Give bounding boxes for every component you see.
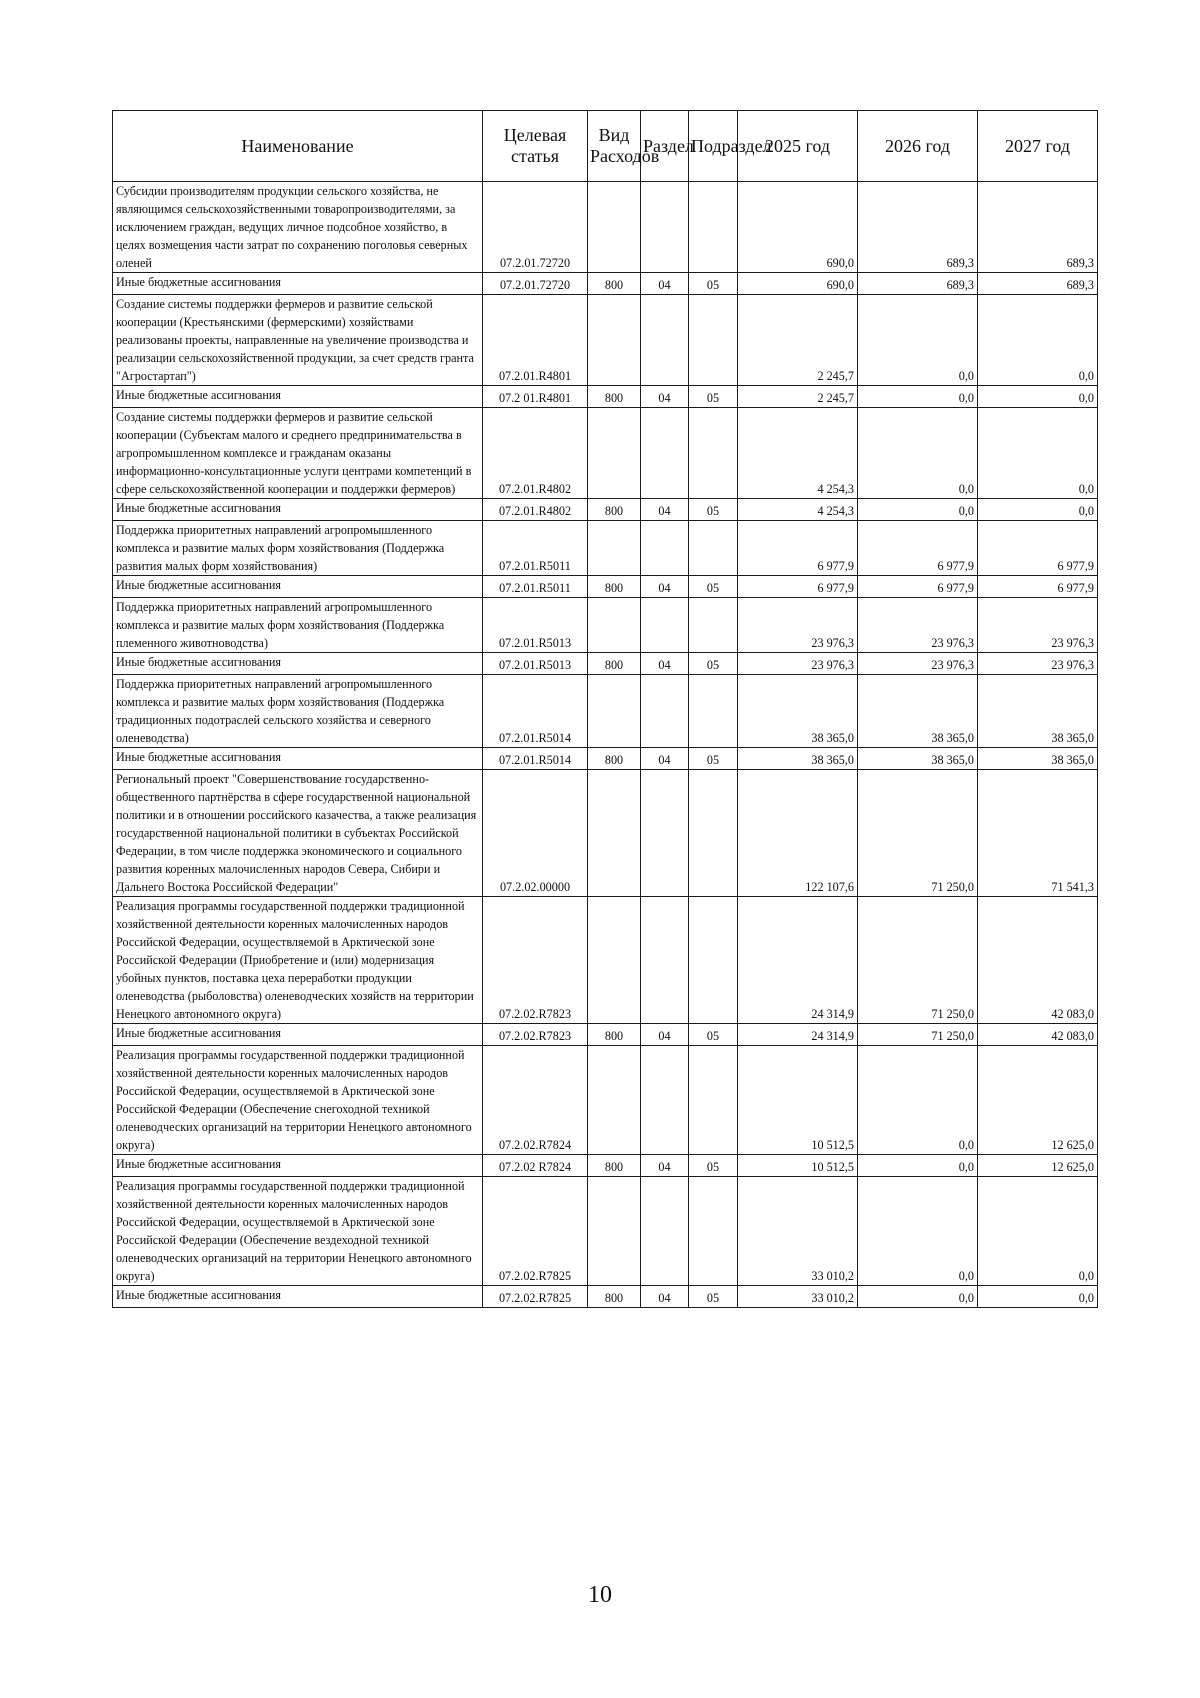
expense-type-cell: [588, 408, 641, 499]
section-cell: [641, 770, 689, 897]
section-cell: [641, 1177, 689, 1286]
amount-2026-cell: 71 250,0: [858, 1024, 978, 1046]
amount-2025-cell: 38 365,0: [738, 748, 858, 770]
expense-type-cell: 800: [588, 1024, 641, 1046]
row-name: Иные бюджетные ассигнования: [113, 1024, 483, 1046]
table-row: [113, 897, 1098, 1024]
section-cell: 04: [641, 576, 689, 598]
expense-type-cell: [588, 182, 641, 273]
amount-2027-cell: 38 365,0: [978, 675, 1098, 748]
section-cell: 04: [641, 386, 689, 408]
header-year-2025: 2025 год: [738, 111, 858, 182]
row-name: Иные бюджетные ассигнования: [113, 499, 483, 521]
amount-2027-cell: 12 625,0: [978, 1046, 1098, 1155]
amount-2026-cell: 23 976,3: [858, 653, 978, 675]
target-article-cell: 07.2.02.R7823: [483, 897, 588, 1024]
amount-2027-cell: 689,3: [978, 273, 1098, 295]
table-row: [113, 521, 1098, 576]
amount-2026-cell: 689,3: [858, 273, 978, 295]
amount-2026-cell: 0,0: [858, 408, 978, 499]
table-body: [113, 182, 1098, 1308]
table-row: [113, 653, 1098, 675]
subsection-cell: [689, 295, 738, 386]
target-article-cell: 07.2.01.R5011: [483, 576, 588, 598]
header-section: Раздел: [641, 111, 689, 182]
amount-2025-cell: 2 245,7: [738, 295, 858, 386]
amount-2027-cell: 0,0: [978, 295, 1098, 386]
amount-2026-cell: 71 250,0: [858, 897, 978, 1024]
amount-2025-cell: 24 314,9: [738, 897, 858, 1024]
target-article-cell: 07.2.01.R5011: [483, 521, 588, 576]
amount-2026-cell: 23 976,3: [858, 598, 978, 653]
subsection-cell: [689, 598, 738, 653]
subsection-cell: [689, 521, 738, 576]
section-cell: 04: [641, 1286, 689, 1308]
subsection-cell: 05: [689, 386, 738, 408]
amount-2025-cell: 10 512,5: [738, 1155, 858, 1177]
amount-2025-cell: 6 977,9: [738, 576, 858, 598]
amount-2026-cell: 38 365,0: [858, 675, 978, 748]
table-row: [113, 675, 1098, 748]
amount-2025-cell: 23 976,3: [738, 653, 858, 675]
expense-type-cell: [588, 1046, 641, 1155]
section-cell: [641, 521, 689, 576]
amount-2027-cell: 6 977,9: [978, 521, 1098, 576]
expense-type-cell: 800: [588, 386, 641, 408]
target-article-cell: 07.2.01.72720: [483, 273, 588, 295]
section-cell: [641, 1046, 689, 1155]
amount-2027-cell: 0,0: [978, 408, 1098, 499]
subsection-cell: [689, 1046, 738, 1155]
amount-2025-cell: 23 976,3: [738, 598, 858, 653]
row-name: Иные бюджетные ассигнования: [113, 1286, 483, 1308]
header-name: Наименование: [113, 111, 483, 182]
target-article-cell: 07.2.02 R7824: [483, 1155, 588, 1177]
table-row: [113, 273, 1098, 295]
amount-2025-cell: 33 010,2: [738, 1286, 858, 1308]
target-article-cell: 07.2.01.R4802: [483, 499, 588, 521]
amount-2026-cell: 0,0: [858, 1177, 978, 1286]
amount-2025-cell: 10 512,5: [738, 1046, 858, 1155]
amount-2027-cell: 689,3: [978, 182, 1098, 273]
target-article-cell: 07.2.01.R4802: [483, 408, 588, 499]
target-article-cell: 07.2.02.R7823: [483, 1024, 588, 1046]
section-cell: 04: [641, 1155, 689, 1177]
row-name: Иные бюджетные ассигнования: [113, 653, 483, 675]
row-name: Создание системы поддержки фермеров и развитие сельской кооперации (Крестьянскими (фермерскими) хозяйствами реализованы проекты, направленные на увеличение производства и реализации сельскохозяйственной продукции, за счет средств гранта "Агростартап"): [113, 295, 483, 386]
expense-type-cell: 800: [588, 273, 641, 295]
target-article-cell: 07.2.02.R7825: [483, 1286, 588, 1308]
row-name: Поддержка приоритетных направлений агропромышленного комплекса и развитие малых форм хозяйствования (Поддержка традиционных подотраслей сельского хозяйства и северного оленеводства): [113, 675, 483, 748]
amount-2025-cell: 6 977,9: [738, 521, 858, 576]
amount-2026-cell: 0,0: [858, 386, 978, 408]
table-row: [113, 576, 1098, 598]
section-cell: 04: [641, 499, 689, 521]
expense-type-cell: [588, 295, 641, 386]
expense-type-cell: [588, 770, 641, 897]
row-name: Региональный проект "Совершенствование государственно-общественного партнёрства в сфере государственной национальной политики и в отношении российского казачества, а также реализация государственной национальной политики в субъектах Российской Федерации, в том числе поддержка экономического и социального развития коренных малочисленных народов Севера, Сибири и Дальнего Востока Российской Федерации": [113, 770, 483, 897]
section-cell: [641, 182, 689, 273]
subsection-cell: 05: [689, 1286, 738, 1308]
subsection-cell: [689, 408, 738, 499]
amount-2025-cell: 122 107,6: [738, 770, 858, 897]
amount-2025-cell: 2 245,7: [738, 386, 858, 408]
target-article-cell: 07.2.01.R5014: [483, 748, 588, 770]
expense-type-cell: 800: [588, 1155, 641, 1177]
table-row: [113, 1046, 1098, 1155]
amount-2025-cell: 4 254,3: [738, 408, 858, 499]
amount-2027-cell: 71 541,3: [978, 770, 1098, 897]
amount-2025-cell: 38 365,0: [738, 675, 858, 748]
header-year-2027: 2027 год: [978, 111, 1098, 182]
section-cell: [641, 295, 689, 386]
amount-2026-cell: 0,0: [858, 1286, 978, 1308]
section-cell: [641, 897, 689, 1024]
target-article-cell: 07.2.01.R5013: [483, 598, 588, 653]
table-row: [113, 748, 1098, 770]
amount-2026-cell: 0,0: [858, 1155, 978, 1177]
amount-2027-cell: 23 976,3: [978, 598, 1098, 653]
expense-type-cell: 800: [588, 499, 641, 521]
target-article-cell: 07.2.01.R5013: [483, 653, 588, 675]
amount-2027-cell: 0,0: [978, 499, 1098, 521]
amount-2027-cell: 0,0: [978, 1286, 1098, 1308]
amount-2025-cell: 4 254,3: [738, 499, 858, 521]
subsection-cell: 05: [689, 499, 738, 521]
expense-type-cell: [588, 1177, 641, 1286]
target-article-cell: 07.2 01.R4801: [483, 386, 588, 408]
header-subsection: Подраздел: [689, 111, 738, 182]
target-article-cell: 07.2.02.R7824: [483, 1046, 588, 1155]
row-name: Реализация программы государственной поддержки традиционной хозяйственной деятельности коренных малочисленных народов Российской Федерации, осуществляемой в Арктической зоне Российской Федерации (Обеспечение вездеходной техникой оленеводческих организаций на территории Ненецкого автономного округа): [113, 1177, 483, 1286]
table-row: [113, 499, 1098, 521]
expense-type-cell: 800: [588, 653, 641, 675]
amount-2026-cell: 0,0: [858, 499, 978, 521]
amount-2025-cell: 33 010,2: [738, 1177, 858, 1286]
table-row: [113, 1177, 1098, 1286]
expense-type-cell: [588, 897, 641, 1024]
amount-2027-cell: 38 365,0: [978, 748, 1098, 770]
row-name: Субсидии производителям продукции сельского хозяйства, не являющимся сельскохозяйственными товаропроизводителями, за исключением граждан, ведущих личное подсобное хозяйство, в целях возмещения части затрат по сохранению поголовья северных оленей: [113, 182, 483, 273]
header-expense-type: Вид Расходов: [588, 111, 641, 182]
target-article-cell: 07.2.02.00000: [483, 770, 588, 897]
table-row: [113, 598, 1098, 653]
subsection-cell: [689, 675, 738, 748]
amount-2026-cell: 0,0: [858, 295, 978, 386]
section-cell: 04: [641, 273, 689, 295]
table-row: [113, 408, 1098, 499]
table-row: [113, 1286, 1098, 1308]
header-year-2026: 2026 год: [858, 111, 978, 182]
row-name: Реализация программы государственной поддержки традиционной хозяйственной деятельности коренных малочисленных народов Российской Федерации, осуществляемой в Арктической зоне Российской Федерации (Обеспечение снегоходной техникой оленеводческих организаций на территории Ненецкого автономного округа): [113, 1046, 483, 1155]
section-cell: 04: [641, 653, 689, 675]
section-cell: 04: [641, 748, 689, 770]
header-target-article: Целевая статья: [483, 111, 588, 182]
amount-2027-cell: 0,0: [978, 1177, 1098, 1286]
row-name: Поддержка приоритетных направлений агропромышленного комплекса и развитие малых форм хозяйствования (Поддержка племенного животноводства): [113, 598, 483, 653]
subsection-cell: 05: [689, 273, 738, 295]
budget-table: [112, 110, 1098, 1308]
expense-type-cell: 800: [588, 1286, 641, 1308]
section-cell: [641, 408, 689, 499]
table-row: [113, 770, 1098, 897]
amount-2026-cell: 0,0: [858, 1046, 978, 1155]
section-cell: 04: [641, 1024, 689, 1046]
amount-2026-cell: 38 365,0: [858, 748, 978, 770]
amount-2026-cell: 6 977,9: [858, 576, 978, 598]
amount-2026-cell: 6 977,9: [858, 521, 978, 576]
expense-type-cell: [588, 675, 641, 748]
amount-2025-cell: 690,0: [738, 182, 858, 273]
amount-2027-cell: 12 625,0: [978, 1155, 1098, 1177]
subsection-cell: [689, 897, 738, 1024]
subsection-cell: [689, 770, 738, 897]
row-name: Поддержка приоритетных направлений агропромышленного комплекса и развитие малых форм хозяйствования (Поддержка развития малых форм хозяйствования): [113, 521, 483, 576]
row-name: Иные бюджетные ассигнования: [113, 576, 483, 598]
table-row: [113, 386, 1098, 408]
expense-type-cell: 800: [588, 576, 641, 598]
section-cell: [641, 598, 689, 653]
amount-2025-cell: 24 314,9: [738, 1024, 858, 1046]
page-number: 10: [588, 1582, 612, 1608]
target-article-cell: 07.2.01.72720: [483, 182, 588, 273]
row-name: Иные бюджетные ассигнования: [113, 748, 483, 770]
amount-2025-cell: 690,0: [738, 273, 858, 295]
subsection-cell: [689, 1177, 738, 1286]
amount-2027-cell: 42 083,0: [978, 1024, 1098, 1046]
subsection-cell: 05: [689, 576, 738, 598]
amount-2027-cell: 6 977,9: [978, 576, 1098, 598]
expense-type-cell: [588, 598, 641, 653]
amount-2027-cell: 0,0: [978, 386, 1098, 408]
subsection-cell: 05: [689, 1024, 738, 1046]
table-header-row: [113, 111, 1098, 182]
row-name: Реализация программы государственной поддержки традиционной хозяйственной деятельности коренных малочисленных народов Российской Федерации, осуществляемой в Арктической зоне Российской Федерации (Приобретение и (или) модернизация убойных пунктов, поставка цеха переработки продукции оленеводства (рыболовства) оленеводческих хозяйств на территории Ненецкого автономного округа): [113, 897, 483, 1024]
amount-2027-cell: 23 976,3: [978, 653, 1098, 675]
target-article-cell: 07.2.01.R4801: [483, 295, 588, 386]
subsection-cell: 05: [689, 653, 738, 675]
table-row: [113, 1155, 1098, 1177]
row-name: Иные бюджетные ассигнования: [113, 1155, 483, 1177]
target-article-cell: 07.2.01.R5014: [483, 675, 588, 748]
subsection-cell: [689, 182, 738, 273]
amount-2026-cell: 71 250,0: [858, 770, 978, 897]
amount-2027-cell: 42 083,0: [978, 897, 1098, 1024]
subsection-cell: 05: [689, 748, 738, 770]
table-row: [113, 1024, 1098, 1046]
table-row: [113, 295, 1098, 386]
expense-type-cell: [588, 521, 641, 576]
expense-type-cell: 800: [588, 748, 641, 770]
table-row: [113, 182, 1098, 273]
section-cell: [641, 675, 689, 748]
target-article-cell: 07.2.02.R7825: [483, 1177, 588, 1286]
row-name: Иные бюджетные ассигнования: [113, 273, 483, 295]
row-name: Иные бюджетные ассигнования: [113, 386, 483, 408]
amount-2026-cell: 689,3: [858, 182, 978, 273]
row-name: Создание системы поддержки фермеров и развитие сельской кооперации (Субъектам малого и среднего предпринимательства в агропромышленном комплексе и гражданам оказаны информационно-консультационные услуги центрами компетенций в сфере сельскохозяйственной кооперации и поддержки фермеров): [113, 408, 483, 499]
subsection-cell: 05: [689, 1155, 738, 1177]
